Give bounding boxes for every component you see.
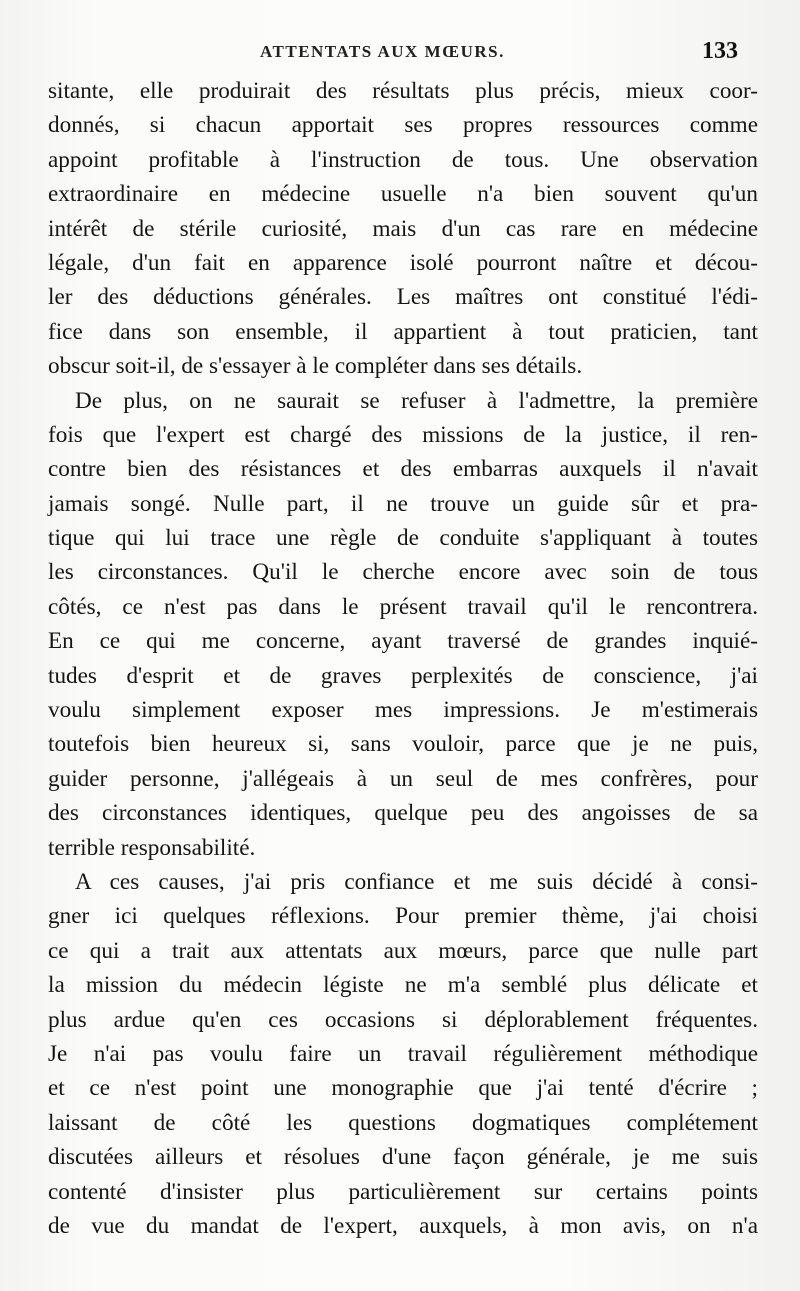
text-line: obscur soit-il, de s'essayer à le compléter dans ses détails. bbox=[48, 353, 583, 380]
text-line: voulu simplement exposer mes impressions. Je m'estimerais bbox=[48, 697, 758, 724]
text-line: les circonstances. Qu'il le cherche encore avec soin de tous bbox=[48, 559, 758, 586]
text-line: tudes d'esprit et de graves perplexités de conscience, j'ai bbox=[48, 662, 758, 689]
text-line: sitante, elle produirait des résultats plus précis, mieux coor- bbox=[48, 78, 758, 104]
page-number: 133 bbox=[702, 38, 738, 64]
text-line: appoint profitable à l'instruction de tous. Une observation bbox=[48, 146, 758, 173]
text-line: De plus, on ne saurait se refuser à l'admettre, la première bbox=[75, 387, 758, 414]
text-line: côtés, ce n'est pas dans le présent travail qu'il le rencontrera. bbox=[48, 593, 758, 620]
running-head bbox=[0, 38, 800, 68]
text-line: toutefois bien heureux si, sans vouloir, parce que je ne puis, bbox=[48, 731, 758, 758]
text-line: contre bien des résistances et des embarras auxquels il n'avait bbox=[48, 456, 758, 483]
paragraph bbox=[48, 865, 758, 1243]
text-line: guider personne, j'allégeais à un seul de mes confrères, pour bbox=[48, 765, 758, 792]
running-title: ATTENTATS AUX MŒURS. bbox=[260, 42, 505, 61]
text-line: plus ardue qu'en ces occasions si déplorablement fréquentes. bbox=[48, 1006, 758, 1033]
text-line: tique qui lui trace une règle de conduite s'appliquant à toutes bbox=[48, 525, 758, 552]
text-line: terrible responsabilité. bbox=[48, 834, 256, 861]
text-line: Je n'ai pas voulu faire un travail régulièrement méthodique bbox=[48, 1040, 758, 1067]
text-line: ce qui a trait aux attentats aux mœurs, parce que nulle part bbox=[48, 937, 758, 964]
text-line: En ce qui me concerne, ayant traversé de grandes inquié- bbox=[48, 628, 758, 655]
text-line: intérêt de stérile curiosité, mais d'un cas rare en médecine bbox=[48, 215, 758, 242]
text-line: fice dans son ensemble, il appartient à tout praticien, tant bbox=[48, 318, 758, 345]
text-line: de vue du mandat de l'expert, auxquels, à mon avis, on n'a bbox=[48, 1212, 758, 1239]
text-line: gner ici quelques réflexions. Pour premier thème, j'ai choisi bbox=[48, 903, 758, 930]
text-line: A ces causes, j'ai pris confiance et me suis décidé à consi- bbox=[75, 868, 758, 895]
text-line: fois que l'expert est chargé des missions de la justice, il ren- bbox=[48, 421, 758, 448]
body-text bbox=[48, 74, 758, 1243]
text-line: donnés, si chacun apportait ses propres ressources comme bbox=[48, 112, 758, 139]
text-line: extraordinaire en médecine usuelle n'a bien souvent qu'un bbox=[48, 181, 758, 208]
text-line: contenté d'insister plus particulièrement sur certains points bbox=[48, 1178, 758, 1205]
text-line: ler des déductions générales. Les maîtres ont constitué l'édi- bbox=[48, 284, 758, 311]
text-line: légale, d'un fait en apparence isolé pourront naître et décou- bbox=[48, 249, 758, 276]
text-line: discutées ailleurs et résolues d'une façon générale, je me suis bbox=[48, 1144, 758, 1171]
text-line: et ce n'est point une monographie que j'ai tenté d'écrire ; bbox=[48, 1075, 758, 1102]
text-line: la mission du médecin légiste ne m'a semblé plus délicate et bbox=[48, 972, 758, 999]
paragraph bbox=[48, 74, 758, 384]
text-line: des circonstances identiques, quelque peu des angoisses de sa bbox=[48, 800, 758, 827]
text-line: jamais songé. Nulle part, il ne trouve un guide sûr et pra- bbox=[48, 490, 758, 517]
paragraph bbox=[48, 384, 758, 865]
text-line: laissant de côté les questions dogmatiques complétement bbox=[48, 1109, 758, 1136]
